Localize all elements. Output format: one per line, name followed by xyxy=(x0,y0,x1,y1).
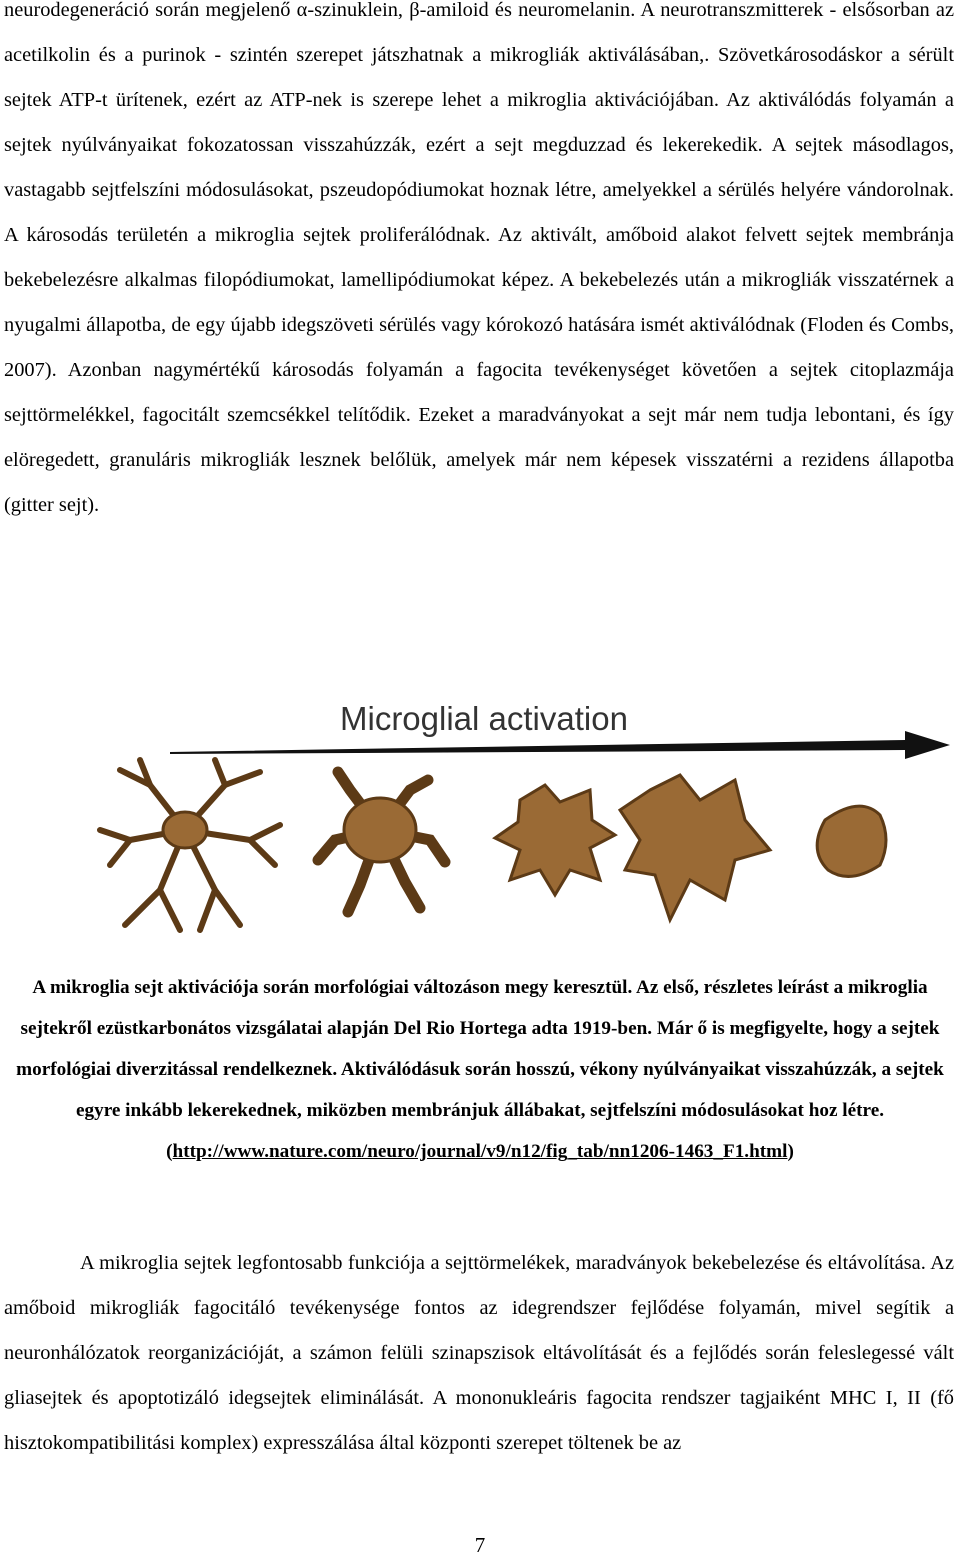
activating-microglia-cell xyxy=(318,772,445,912)
microglial-activation-figure xyxy=(0,690,960,945)
figure-title: Microglial activation xyxy=(340,700,628,737)
source-link[interactable]: http://www.nature.com/neuro/journal/v9/n12/fig_tab/nn1206-1463_F1.html xyxy=(172,1141,788,1162)
figure-caption xyxy=(8,967,952,1172)
caption-link-close: ) xyxy=(787,1141,794,1162)
hypertrophic-microglia-cell xyxy=(495,785,615,895)
caption-link-open: ( xyxy=(166,1141,173,1162)
ramified-microglia-cell xyxy=(100,760,280,930)
body-paragraph: neurodegeneráció során megjelenő α-szinuklein, β-amiloid és neuromelanin. A neurotranszmitterek - elsősorban az acetilkolin és a purinok - szintén szerepet játszhatnak a mikrogliák aktiválásában,. Szövetkárosodáskor a sérült sejtek ATP-t ürítenek, ezért az ATP-nek is szerepe lehet a mikroglia aktivációjában. Az aktiválódás folyamán a sejtek nyúlványaikat fokozatossan visszahúzzák, ezért a sejt megduzzad és lekerekedik. A sejtek másodlagos, vastagabb sejtfelszíni módosulásokat, pszeudopódiumokat hoznak létre, amelyekkel a sérülés helyére vándorolnak. A károsodás területén a mikroglia sejtek proliferálódnak. Az aktivált, amőboid alakot felvett sejtek membránja bekebelezésre alkalmas filopódiumokat, lamellipódiumokat képez. A bekebelezés után a mikrogliák visszatérnek a nyugalmi állapotba, de egy újabb idegszöveti sérülés vagy kórokozó hatására ismét aktiválódnak (Floden és Combs, 2007). Azonban nagymértékű károsodás folyamán a fagocita tevékenységet követően a sejtek citoplazmája sejttörmelékkel, fagocitált szemcsékkel telítődik. Ezeket a maradványokat a sejt már nem tudja lebontani, és így elöregedett, granuláris mikrogliák lesznek belőlük, amelyek már nem képesek visszatérni a rezidens állapotba (gitter sejt). xyxy=(4,0,954,516)
body-paragraph-2: A mikroglia sejtek legfontosabb funkciója a sejttörmelékek, maradványok bekebelezése és eltávolítása. Az amőboid mikrogliák fagocitáló tevékenysége fontos az idegrendszer fejlődése folyamán, mivel segítik a neuronhálózatok reorganizációját, a számon felüli szinapszisok eltávolítását és a fejlődés során feleslegessé vált gliasejtek és apoptotizáló idegsejtek eliminálását. A mononukleáris fagocita rendszer tagjaiként MHC I, II (fő hisztokompatibilitási komplex) expresszálása által központi szerepet töltenek be az xyxy=(4,1252,954,1454)
caption-text: A mikroglia sejt aktivációja során morfológiai változáson megy keresztül. Az első, részletes leírást a mikroglia sejtekről ezüstkarbonátos vizsgálatai alapján Del Rio Hortega adta 1919-ben. Már ő is megfigyelte, hogy a sejtek morfológiai diverzitással rendelkeznek. Aktiválódásuk során hosszú, vékony nyúlványaikat visszahúzzák, a sejtek egyre inkább lekerekednek, miközben membránjuk állábakat, sejtfelszíni módosulásokat hoz létre. xyxy=(16,977,944,1121)
microglial-activation-illustration xyxy=(0,690,960,945)
phagocytic-microglia-cell xyxy=(817,806,886,876)
page-number: 7 xyxy=(474,1533,486,1557)
amoeboid-microglia-cell xyxy=(620,775,770,920)
